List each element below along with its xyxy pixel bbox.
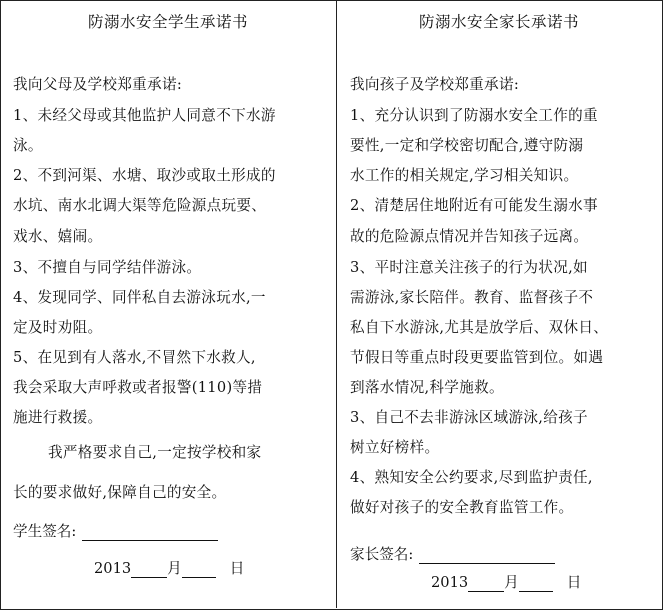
student-line: 3、不擅自与同学结伴游泳。 xyxy=(13,259,202,276)
student-line: 4、发现同学、同伴私自去游泳玩水,一 xyxy=(13,289,266,306)
parent-month-blank[interactable] xyxy=(468,577,504,592)
parent-line: 2、清楚居住地附近有可能发生溺水事 xyxy=(350,197,598,214)
student-date-year: 2013 xyxy=(94,560,132,577)
student-line: 5、在见到有人落水,不冒然下水救人, xyxy=(13,349,256,366)
parent-line: 4、熟知安全公约要求,尽到监护责任, xyxy=(350,469,593,486)
student-title: 防溺水安全学生承诺书 xyxy=(87,13,248,31)
student-date-row xyxy=(94,557,244,578)
student-line: 戏水、嬉闹。 xyxy=(13,228,103,245)
student-line: 我会采取大声呼救或者报警(110)等措 xyxy=(13,379,263,396)
parent-line: 1、充分认识到了防溺水安全工作的重 xyxy=(350,107,598,124)
parent-line: 3、自己不去非游泳区域游泳,给孩子 xyxy=(350,409,588,426)
student-date-month: 月 xyxy=(167,560,182,577)
parent-line: 故的危险源点情况并告知孩子远离。 xyxy=(350,228,589,245)
student-month-blank[interactable] xyxy=(131,563,167,578)
parent-commitment xyxy=(337,0,661,608)
student-line: 定及时劝阻。 xyxy=(13,319,103,336)
student-date-day: 日 xyxy=(229,560,245,577)
parent-date-month: 月 xyxy=(504,574,519,591)
parent-line: 3、平时注意关注孩子的行为状况,如 xyxy=(350,259,588,276)
parent-date-row xyxy=(431,571,581,592)
student-signature-label: 学生签名: xyxy=(13,523,77,540)
student-line: 泳。 xyxy=(13,137,43,154)
student-line: 水坑、南水北调大渠等危险源点玩要、 xyxy=(13,197,267,214)
parent-signature-field[interactable] xyxy=(419,547,555,564)
student-pledge-line: 我严格要求自己,一定按学校和家 xyxy=(48,444,262,461)
parent-intro: 我向孩子及学校郑重承诺: xyxy=(350,76,520,93)
student-line: 2、不到河渠、水塘、取沙或取土形成的 xyxy=(13,167,276,184)
student-line: 1、未经父母或其他监护人同意不下水游 xyxy=(13,107,276,124)
student-line: 施进行救援。 xyxy=(13,409,103,426)
parent-date-day: 日 xyxy=(566,574,582,591)
parent-day-blank[interactable] xyxy=(519,577,553,592)
parent-line: 树立好榜样。 xyxy=(350,439,440,456)
parent-line: 节假日等重点时段更要监管到位。如遇 xyxy=(350,349,604,366)
parent-signature-row xyxy=(350,543,555,564)
parent-line: 私自下水游泳,尤其是放学后、双休日、 xyxy=(350,319,609,336)
student-pledge-line: 长的要求做好,保障自己的安全。 xyxy=(13,484,227,501)
student-day-blank[interactable] xyxy=(182,563,216,578)
parent-line: 需游泳,家长陪伴。教育、监督孩子不 xyxy=(350,289,594,306)
student-signature-field[interactable] xyxy=(82,524,218,541)
parent-line: 到落水情况,科学施救。 xyxy=(350,379,504,396)
student-signature-row xyxy=(13,520,218,541)
student-intro: 我向父母及学校郑重承诺: xyxy=(13,76,183,93)
parent-line: 水工作的相关规定,学习相关知识。 xyxy=(350,167,579,184)
parent-signature-label: 家长签名: xyxy=(350,546,414,563)
parent-line: 做好对孩子的安全教育监管工作。 xyxy=(350,499,574,516)
parent-date-year: 2013 xyxy=(431,574,469,591)
parent-line: 要性,一定和学校密切配合,遵守防溺 xyxy=(350,137,584,154)
parent-title: 防溺水安全家长承诺书 xyxy=(418,13,579,31)
